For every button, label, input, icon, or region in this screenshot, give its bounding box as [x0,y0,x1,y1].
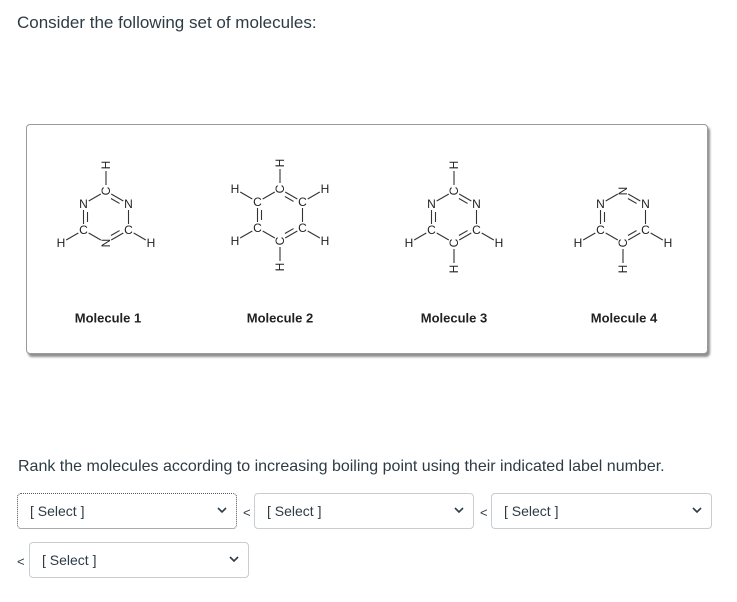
nitrogen-atom: N [124,197,133,211]
bond-to-hydrogen [414,233,426,240]
double-bond [111,231,120,236]
hydrogen-atom: H [320,234,330,248]
molecules-drawing [27,125,707,353]
nitrogen-atom: N [596,197,605,211]
carbon-atom: C [273,184,287,194]
less-than-sign: < [243,505,251,520]
bond-to-hydrogen [308,231,320,238]
chevron-down-icon [453,503,465,517]
nitrogen-atom: N [427,197,436,211]
bond-to-hydrogen [651,233,663,240]
carbon-atom: C [427,223,436,237]
molecule-label: Molecule 1 [74,310,142,326]
hydrogen-atom: H [404,236,414,250]
carbon-atom: C [641,223,650,237]
rank-select-1-value: [ Select ] [30,503,85,519]
hydrogen-atom: H [230,182,240,196]
carbon-atom: C [616,238,630,248]
hydrogen-atom: H [320,182,330,196]
bond-to-hydrogen [66,233,78,240]
intro-text: Consider the following set of molecules: [17,13,317,32]
double-bond [285,229,294,234]
hydrogen-atom: H [99,160,113,170]
nitrogen-atom: N [472,197,481,211]
rank-select-2[interactable] [254,493,474,529]
nitrogen-atom: N [641,197,650,211]
carbon-atom: C [472,223,481,237]
less-than-sign: < [480,505,488,520]
double-bond [628,231,637,236]
molecule-label: Molecule 3 [420,310,488,326]
chevron-down-icon [691,503,703,517]
carbon-atom: C [273,236,287,246]
rank-select-1[interactable] [17,493,237,529]
chevron-down-icon [228,552,240,566]
rank-select-4[interactable] [29,542,249,578]
bond-to-hydrogen [240,231,252,238]
less-than-sign: < [17,554,25,569]
chevron-down-icon [216,503,228,517]
hydrogen-atom: H [616,264,630,274]
bond-to-hydrogen [308,192,320,199]
rank-select-4-value: [ Select ] [42,552,97,568]
hydrogen-atom: H [230,234,240,248]
bond-to-hydrogen [583,233,595,240]
nitrogen-atom: N [616,186,630,196]
carbon-atom: C [596,223,605,237]
molecule-label: Molecule 4 [590,310,658,326]
molecule-label: Molecule 2 [246,310,314,326]
bond-to-hydrogen [240,192,252,199]
hydrogen-atom: H [494,236,504,250]
carbon-atom: C [253,195,262,209]
hydrogen-atom: H [146,236,156,250]
rank-select-2-value: [ Select ] [267,503,322,519]
double-bond [459,198,468,203]
molecules-figure [26,124,708,354]
carbon-atom: C [253,221,262,235]
rank-select-3-value: [ Select ] [504,503,559,519]
nitrogen-atom: N [99,238,113,248]
rank-select-3[interactable] [491,493,712,529]
double-bond [285,196,294,201]
carbon-atom: C [99,186,113,196]
double-bond [111,198,120,203]
carbon-atom: C [447,186,461,196]
carbon-atom: C [447,238,461,248]
carbon-atom: C [298,195,307,209]
double-bond [628,198,637,203]
carbon-atom: C [79,223,88,237]
hydrogen-atom: H [273,158,287,168]
hydrogen-atom: H [447,160,461,170]
carbon-atom: C [298,221,307,235]
hydrogen-atom: H [573,236,583,250]
hydrogen-atom: H [447,264,461,274]
bond-to-hydrogen [482,233,494,240]
carbon-atom: C [124,223,133,237]
hydrogen-atom: H [273,262,287,272]
double-bond [459,231,468,236]
hydrogen-atom: H [56,236,66,250]
nitrogen-atom: N [79,197,88,211]
bond-to-hydrogen [134,233,146,240]
question-text: Rank the molecules according to increasing boiling point using their indicated label number. [18,458,665,475]
hydrogen-atom: H [663,236,673,250]
